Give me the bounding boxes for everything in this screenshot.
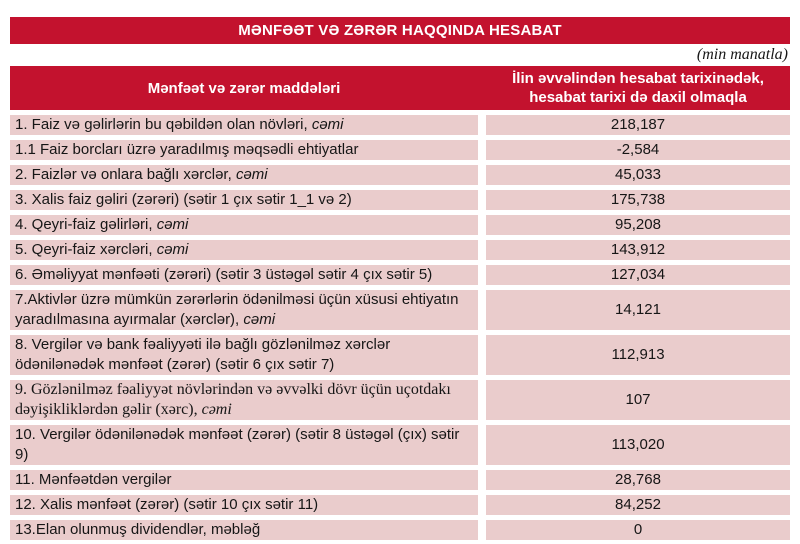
table-row: [10, 140, 790, 160]
row-value: -2,584: [486, 140, 790, 160]
row-value: 127,034: [486, 265, 790, 285]
row-label: [10, 290, 478, 330]
row-value: 113,020: [486, 425, 790, 465]
table-row: [10, 470, 790, 490]
row-label-text: 4. Qeyri-faiz gəlirləri,: [15, 216, 157, 233]
table-row: [10, 425, 790, 465]
table-body: [10, 115, 790, 540]
table-row: [10, 190, 790, 210]
row-value: 0: [486, 520, 790, 540]
value-column-header: İlin əvvəlindən hesabat tarixinədək, hesabat tarixi də daxil olmaqla: [512, 70, 764, 106]
row-label: [10, 165, 478, 185]
report-title: MƏNFƏƏT VƏ ZƏRƏR HAQQINDA HESABAT: [238, 22, 562, 39]
row-label-text: 10. Vergilər ödənilənədək mənfəət (zərər) (sətir 8 üstəgəl (çıx) sətir 9): [15, 426, 460, 463]
table-row: [10, 520, 790, 540]
row-label-text: 8. Vergilər və bank fəaliyyəti ilə bağlı gözlənilməz xərclər ödənilənədək mənfəət (zərər) (sətir 6 çıx sətir 7): [15, 336, 391, 373]
table-row: [10, 265, 790, 285]
table-header-row: [10, 66, 790, 110]
row-label: [10, 240, 478, 260]
row-label-text: 6. Əməliyyat mənfəəti (zərəri) (sətir 3 üstəgəl sətir 4 çıx sətir 5): [15, 266, 433, 283]
row-label-text: 5. Qeyri-faiz xərcləri,: [15, 241, 157, 258]
table-row: [10, 335, 790, 375]
row-label-italic-suffix: cəmi: [156, 241, 189, 258]
row-label: [10, 115, 478, 135]
table-row: [10, 115, 790, 135]
items-column-header: Mənfəət və zərər maddələri: [147, 79, 341, 97]
report-title-bar: [10, 17, 790, 44]
row-label-text: 11. Mənfəətdən vergilər: [15, 471, 172, 488]
row-label: [10, 520, 478, 540]
table-row: [10, 290, 790, 330]
row-label-italic-suffix: cəmi: [201, 401, 232, 418]
row-label-text: 2. Faizlər və onlara bağlı xərclər,: [15, 166, 236, 183]
row-label-italic-suffix: cəmi: [311, 116, 344, 133]
row-label-italic-suffix: cəmi: [243, 311, 276, 328]
row-value: 143,912: [486, 240, 790, 260]
row-label: [10, 140, 478, 160]
row-value: 14,121: [486, 290, 790, 330]
row-label: [10, 190, 478, 210]
table-row: [10, 380, 790, 420]
row-label-text: 3. Xalis faiz gəliri (zərəri) (sətir 1 çıx sətir 1_1 və 2): [15, 191, 352, 208]
row-label-italic-suffix: cəmi: [235, 166, 268, 183]
table-row: [10, 215, 790, 235]
row-value: 95,208: [486, 215, 790, 235]
row-label-text: 13.Elan olunmuş dividendlər, məbləğ: [15, 521, 261, 538]
table-row: [10, 165, 790, 185]
row-label-text: 12. Xalis mənfəət (zərər) (sətir 10 çıx sətir 11): [15, 496, 319, 513]
row-label-text: 7.Aktivlər üzrə mümkün zərərlərin ödənilməsi üçün xüsusi ehtiyatın yaradılmasına ayırmalar (xərclər),: [15, 291, 459, 328]
row-label: [10, 335, 478, 375]
row-label-text: 1. Faiz və gəlirlərin bu qəbildən olan növləri,: [15, 116, 312, 133]
row-value: 175,738: [486, 190, 790, 210]
table-row: [10, 240, 790, 260]
row-label-italic-suffix: cəmi: [156, 216, 189, 233]
row-value: 28,768: [486, 470, 790, 490]
row-value: 218,187: [486, 115, 790, 135]
row-label: [10, 470, 478, 490]
row-label: [10, 495, 478, 515]
row-label: [10, 265, 478, 285]
row-label: [10, 215, 478, 235]
row-value: 84,252: [486, 495, 790, 515]
unit-note: (min manatla): [696, 46, 788, 63]
row-value: 107: [486, 380, 790, 420]
table-row: [10, 495, 790, 515]
row-label-text: 9. Gözlənilməz fəaliyyət növlərindən və əvvəlki dövr üçün uçotdakı dəyişikliklərdən gəlir (xərc),: [15, 381, 451, 418]
row-value: 45,033: [486, 165, 790, 185]
row-label: [10, 425, 478, 465]
row-label: [10, 380, 478, 420]
row-label-text: 1.1 Faiz borcları üzrə yaradılmış məqsədli ehtiyatlar: [15, 141, 359, 158]
row-value: 112,913: [486, 335, 790, 375]
